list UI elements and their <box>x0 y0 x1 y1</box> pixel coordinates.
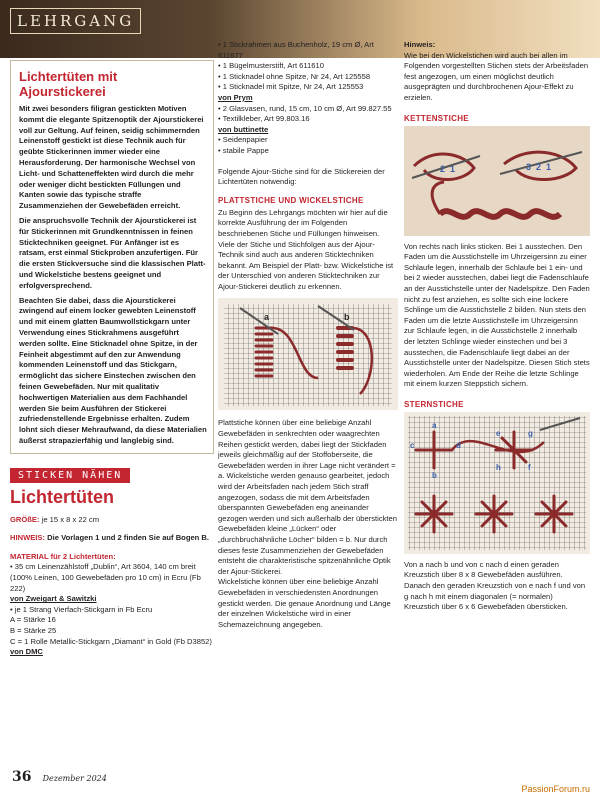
label-b: b <box>344 312 350 323</box>
watermark: PassionForum.ru <box>521 784 590 794</box>
diagram-number: 3 <box>526 161 532 172</box>
hint-label: HINWEIS: <box>10 533 46 543</box>
subhead-plattstiche: PLATTSTICHE UND WICKELSTICHE <box>218 195 364 205</box>
material-2: • je 1 Strang Vierfach-Stickgarn in Fb Ecru <box>10 604 153 614</box>
intro-paragraph: Mit zwei besonders filigran gestickten Motiven kommt die elegante Spitzenoptik der Ajourstickerei voll zur Geltung. Auf feinen, seidig schimmernden Leinenstoff gestickt ist diese Technik auch für geübte Stickerinnen immer wieder eine Herausforderung. Der harmonische Wechsel von Licht- und Schatteneffekten wird durch die mehr oder weniger dicht bestickten Füllungen und Kanten sowie das typische straffe Zusammenziehen der Gewebefäden erreicht. <box>19 104 204 211</box>
diagram-letter: f <box>528 462 531 472</box>
material-label: MATERIAL für 2 Lichtertüten: <box>10 551 116 561</box>
intro-title: Lichtertüten mit Ajourstickerei <box>19 69 118 99</box>
hint-label: Hinweis: <box>404 40 436 49</box>
diagram-letter: h <box>496 462 501 472</box>
diagram-letter: b <box>432 470 437 480</box>
list-item: • 2 Glasvasen, rund, 15 cm, 10 cm Ø, Art 99.827.55 <box>218 103 392 113</box>
column-left <box>10 40 214 658</box>
size-value: je 15 x 8 x 22 cm <box>41 514 100 524</box>
hint-text: Wie bei den Wickelstichen wird auch bei allen im Folgenden vorgestellten Stichen stets der Arbeitsfaden fest angezogen, um einen möglichst deutlich ausgeprägten und durchbrochenen Ajour-Effekt zu erzielen. <box>404 50 589 102</box>
kettenstich-diagram <box>404 126 590 236</box>
material-2-by: von DMC <box>10 647 43 657</box>
list-item: • 1 Stickrahmen aus Buchenholz, 19 cm Ø, Art 611677 <box>218 40 374 60</box>
yarn-a: A = Stärke 16 <box>10 615 56 625</box>
size-label: GRÖßE: <box>10 514 40 524</box>
plattstich-diagram <box>218 298 398 410</box>
intro-paragraph: Beachten Sie dabei, dass die Ajourstickerei zwingend auf einem locker gewebten Leinenstoff und mit einem glatten Baumwollstickgarn unter Verwendung eines Stickrahmens ausgeführt werden sollte. Eine Sticknadel ohne Spitze, in der Feinheit abgestimmt auf den zur Anwendung kommenden Leinenstoff und das Stickgarn, ermöglicht das sichere Einstechen zwischen den feinen Gewebefäden. Nur mit qualitativ hochwertigen Materialien aus dem Fachhandel werden Sie beim Ausführen der Stickerei zufriedenstellende Ergebnisse erhalten. Zudem lohnt sich dieser Mehraufwand, da diese Materialien äußerst strapazierfähig und langlebig sind. <box>19 295 207 445</box>
size-line <box>10 515 214 526</box>
list-item: • 1 Sticknadel ohne Spitze, Nr 24, Art 125558 <box>218 71 371 81</box>
diagram-letter: e <box>496 428 501 438</box>
list-item: • Textilkleber, Art 99.803.16 <box>218 114 310 124</box>
material-list-1 <box>218 40 398 157</box>
diagram-number: 2 <box>536 161 542 172</box>
list-item: • Seidenpapier <box>218 135 268 145</box>
column-middle <box>218 40 398 630</box>
material-1-by: von Zweigart & Sawitzki <box>10 594 97 604</box>
yarn-b: B = Stärke 25 <box>10 626 57 636</box>
project-title: Lichtertüten <box>10 486 115 507</box>
diagram-letter: c <box>410 440 415 450</box>
sternstich-diagram <box>404 412 590 554</box>
plattstich-illustration <box>218 298 398 410</box>
section-kicker: STICKEN NÄHEN <box>10 468 130 483</box>
page-footer <box>12 766 107 785</box>
section-label: LEHRGANG <box>10 8 141 34</box>
hint-line <box>10 533 214 544</box>
body-text: Plattstiche können über eine beliebige Anzahl Gewebefäden in senkrechten oder waagrechten Reihen gestickt werden, dabei liegt der Stickfaden jeweils gleichmäßig auf der Stoffoberseite, die Gewebefäden werden in ihrer Lage nicht verändert = a. Wickelstiche werden genauso gearbeitet, jedoch wird der Arbeitsfaden nach jedem Stich straff angezogen, sodass die mit dem Arbeitsfaden überspannten Gewebefäden eng aneinander gezogen werden und sich außerhalb der überstickten Gewebefäden kleine „Lücken“ oder „durchbruchähnliche Löcher“ bilden = b. Nur durch dieses feste Zusammenziehen der Gewebefäden entsteht die charakteristische spitzenähnliche Optik der Ajour-Stickerei. <box>218 418 397 576</box>
stitch-intro: Folgende Ajour-Stiche sind für die Stickereien der Lichtertüten notwendig: <box>218 166 385 187</box>
yarn-c: C = 1 Rolle Metallic-Stickgarn „Diamant“ in Gold (Fb D3852) <box>10 636 212 646</box>
sternstich-illustration <box>404 412 590 554</box>
body-text: Wickelstiche können über eine beliebige Anzahl Gewebefäden in verschiedensten Anordnungen gestickt werden. Die genaue Anordnung und Länge der einzelnen Wickelstiche wird in einer Schemazeichnung angegeben. <box>218 577 391 629</box>
platt-stitch-column-a <box>256 328 272 376</box>
star-stitch <box>476 496 512 532</box>
subhead-sternstich: STERNSTICHE <box>404 399 464 409</box>
intro-box <box>10 60 214 454</box>
supplier: von Prym <box>218 92 253 102</box>
diagram-letter: g <box>528 428 533 438</box>
label-a: a <box>264 312 270 323</box>
supplier: von buttinette <box>218 124 269 134</box>
list-item: • stabile Pappe <box>218 145 269 155</box>
list-item: • 1 Sticknadel mit Spitze, Nr 24, Art 125553 <box>218 82 364 92</box>
body-text: Zu Beginn des Lehrgangs möchten wir hier auf die korrekte Ausführung der im Folgenden beschriebenen Stiche und Füllungen hinweisen. Viele der Stiche und Stichfolgen aus der Ajour-Technik sind auch aus anderen Sticktechniken bekannt. Am Beispiel der Platt- bzw. Wickelstiche ist der Unterschied von anderen Sticktechniken zur Ajour-Stickerei deutlich zu erkennen. <box>218 207 394 291</box>
subhead-kettenstich: KETTENSTICHE <box>404 113 469 123</box>
material-1: • 35 cm Leinenzählstoff „Dublin“, Art 3604, 140 cm breit (100% Leinen, 100 Gewebefäden pro 10 cm) in Ecru (Fb 222) <box>10 562 201 593</box>
diagram-number: 1 <box>450 163 456 174</box>
page-number: 36 <box>12 769 32 785</box>
column-right <box>404 40 590 613</box>
issue-label: Dezember 2024 <box>42 774 107 783</box>
star-stitch <box>416 496 452 532</box>
hint-value: Die Vorlagen 1 und 2 finden Sie auf Bogen B. <box>47 533 210 543</box>
kettenstich-illustration <box>404 126 590 236</box>
diagram-number: 2 <box>440 163 446 174</box>
sternstich-text: Von a nach b und von c nach d einen geraden Kreuzstich über 8 x 8 Gewebefäden ausführen. Danach den geraden Kreuzstich von e nach f und von g nach h mit einem diagonalen (= normalen) Kreuzstich über 6 x 6 Gewebefäden übersticken. <box>404 559 586 612</box>
kettenstich-text: Von rechts nach links sticken. Bei 1 ausstechen. Den Faden um die Ausstichstelle im Uhrzeigersinn zu einer Schlaufe legen, innerhalb der Schlaufe bei 1 ein- und bei 2 wieder ausstechen, dabei liegt die Fadenschlaufe an der Ausstichstelle unter der Nadelspitze. Den Faden nicht zu fest anziehen, es sollte sich eine lockere Schlinge um die Ausstichstelle 2 bilden. Nun stets den Faden um die letzte Ausstichstelle im Uhrzeigersinn zur Schlaufe legen, in die Ausstichstelle 2 innerhalb der letzten Schlinge wieder einstechen und bei 3 ausstechen, die Fadenschlaufe liegt dabei an der Ausstichstelle unter der Nadelspitze. Diesen Stich stets wiederholen. Am Ende der Reihe die letzte Schlinge mit einem kurzen Steppstich sichern. <box>404 241 590 389</box>
list-item: • 1 Bügelmusterstift, Art 611610 <box>218 61 324 71</box>
intro-paragraph: Die anspruchsvolle Technik der Ajourstickerei ist für Stickerinnen mit Grundkenntnissen in feinen Sticktechniken geeignet. Für Anfänger ist es ratsam, erst einmal Stickproben anzufertigen. Für die ersten Stickversuche sind die klassischen Platt- und Wickelstiche bestens geeignet und erfolgversprechend. <box>19 215 206 290</box>
diagram-letter: d <box>456 440 461 450</box>
diagram-letter: a <box>432 420 437 430</box>
diagram-number: 1 <box>546 161 552 172</box>
star-stitch <box>536 496 572 532</box>
